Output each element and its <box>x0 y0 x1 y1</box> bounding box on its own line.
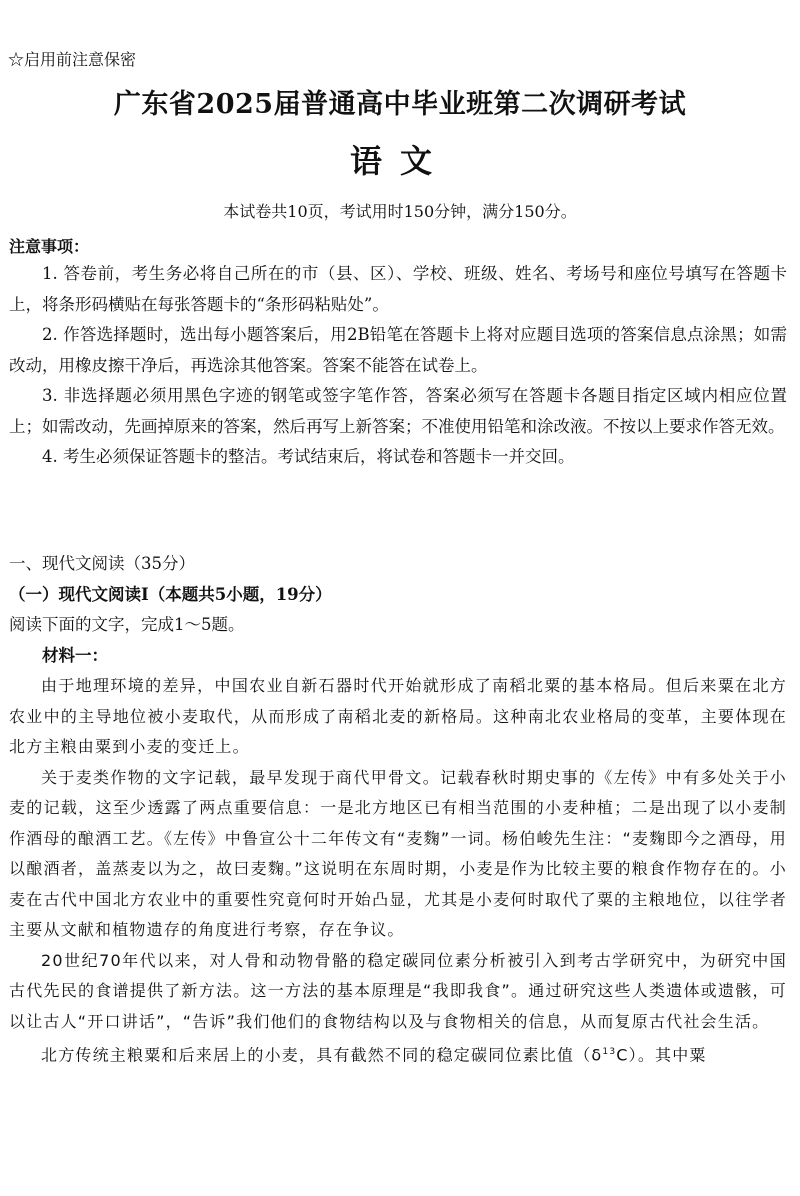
subject-title: 语文 <box>349 142 450 180</box>
reading-section <box>9 549 787 1071</box>
material-paragraph: 20世纪70年代以来，对人骨和动物骨骼的稳定碳同位素分析被引入到考古学研究中，为研究中国古代先民的食谱提供了新方法。这一方法的基本原理是“我即我食”。通过研究这些人类遗体或遗骸，可以让古人“开口讲话”，“告诉”我们他们的食物结构以及与食物相关的信息，从而复原古代社会生活。 <box>9 950 787 1031</box>
subsection-title: （一）现代文阅读Ⅰ（本题共5小题，19分） <box>9 584 332 604</box>
material-paragraph-last <box>9 1037 787 1071</box>
isotope-superscript: 13 <box>602 1047 617 1057</box>
note-item-2: 2. 作答选择题时，选出每小题答案后，用2B铅笔在答题卡上将对应题目选项的答案信息点涂黑；如需改动，用橡皮擦干净后，再选涂其他答案。答案不能答在试卷上。 <box>9 325 787 375</box>
exam-title: 广东省2025届普通高中毕业班第二次调研考试 <box>113 89 687 120</box>
note-item-1: 1. 答卷前，考生务必将自己所在的市（县、区）、学校、班级、姓名、考场号和座位号填写在答题卡上，将条形码横贴在每张答题卡的“条形码粘贴处”。 <box>9 264 787 314</box>
reading-instruction: 阅读下面的文字，完成1～5题。 <box>9 615 245 634</box>
note-item-4: 4. 考生必须保证答题卡的整洁。考试结束后，将试卷和答题卡一并交回。 <box>42 447 575 466</box>
notes-list <box>9 259 787 473</box>
section-title: 一、现代文阅读（35分） <box>9 554 195 573</box>
notes-heading: 注意事项： <box>9 237 90 256</box>
exam-info: 本试卷共10页，考试用时150分钟，满分150分。 <box>223 202 577 221</box>
note-item-3: 3. 非选择题必须用黑色字迹的钢笔或签字笔作答，答案必须写在答题卡各题目指定区域内相应位置上；如需改动，先画掉原来的答案，然后再写上新答案；不准使用铅笔和涂改液。不按以上要求作答无效。 <box>9 386 787 436</box>
para-text-after: C）。其中粟 <box>616 1045 707 1065</box>
material-label: 材料一： <box>42 645 108 665</box>
confidential-notice: ☆启用前注意保密 <box>8 50 137 69</box>
material-paragraph: 关于麦类作物的文字记载，最早发现于商代甲骨文。记载春秋时期史事的《左传》中有多处关于小麦的记载，这至少透露了两点重要信息：一是北方地区已有相当范围的小麦种植；二是出现了以小麦制作酒母的酿酒工艺。《左传》中鲁宣公十二年传文有“麦麴”一词。杨伯峻先生注：“麦麴即今之酒母，用以酿酒者，盖蒸麦以为之，故曰麦麴。”这说明在东周时期，小麦是作为比较主要的粮食作物存在的。小麦在古代中国北方农业中的重要性究竟何时开始凸显，尤其是小麦何时取代了粟的主粮地位，以往学者主要从文献和植物遗存的角度进行考察，存在争议。 <box>9 767 787 939</box>
material-paragraph: 由于地理环境的差异，中国农业自新石器时代开始就形成了南稻北粟的基本格局。但后来粟在北方农业中的主导地位被小麦取代，从而形成了南稻北麦的新格局。这种南北农业格局的变革，主要体现在北方主粮由粟到小麦的变迁上。 <box>9 676 787 756</box>
para-text-before: 北方传统主粮粟和后来居上的小麦，具有截然不同的稳定碳同位素比值（δ <box>41 1045 603 1065</box>
